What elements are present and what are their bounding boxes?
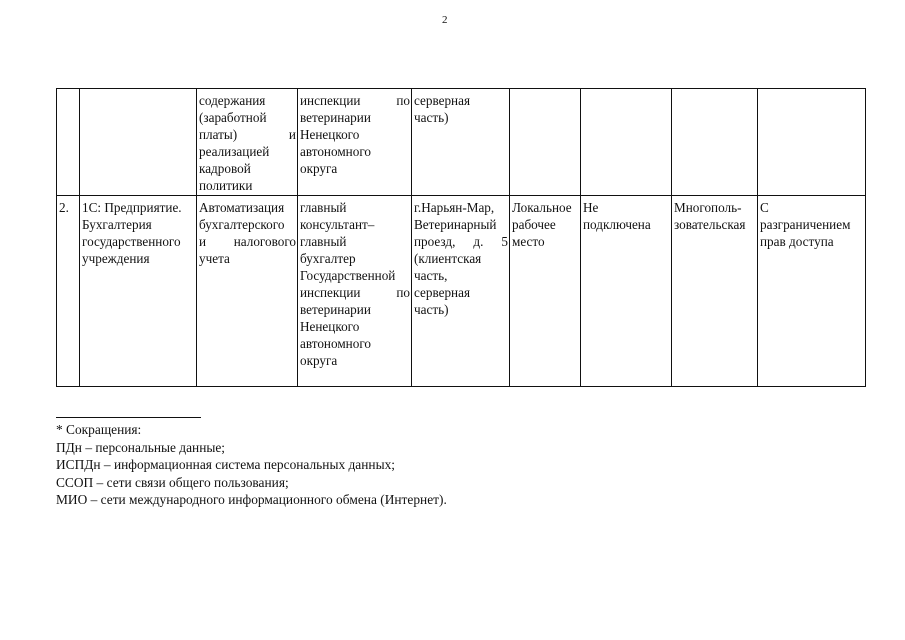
footnote-abbreviation: ПДн – персональные данные; [56, 439, 226, 455]
cell-text-line: реализацией [199, 144, 270, 159]
cell-text-line: Локальное [512, 200, 572, 215]
cell-text-line: инспекции по [300, 285, 410, 300]
cell-text-line: рабочее [512, 217, 556, 232]
footnote-divider [56, 417, 201, 418]
cell-number [57, 196, 80, 387]
cell-text-line: ветеринарии [300, 302, 371, 317]
cell-text-line: Ненецкого [300, 319, 360, 334]
footnote-abbreviation: ССОП – сети связи общего пользования; [56, 474, 289, 490]
cell-text-line: (заработной [199, 110, 267, 125]
cell-text-line: Государственной [300, 268, 396, 283]
table-row [57, 196, 866, 387]
cell-access-rights [758, 196, 866, 387]
cell-text-line: бухгалтер [300, 251, 356, 266]
cell-text-line: содержания [199, 93, 266, 108]
cell-system-name [80, 196, 197, 387]
cell-text-line: округа [300, 161, 338, 176]
cell-network-connection [581, 196, 672, 387]
cell-access-rights [758, 89, 866, 196]
cell-text-line: политики [199, 178, 253, 193]
cell-text-line: проезд, д. 5 [414, 234, 508, 249]
cell-text-line: Не [583, 200, 599, 215]
cell-location [412, 196, 510, 387]
cell-responsible [298, 89, 412, 196]
cell-text-line: Ветеринарный [414, 217, 497, 232]
cell-text-line: часть, [414, 268, 448, 283]
cell-text-line: автономного [300, 336, 372, 351]
table-row [57, 89, 866, 196]
cell-workplace-type [510, 196, 581, 387]
cell-text-line: бухгалтерского [199, 217, 285, 232]
cell-purpose [197, 196, 298, 387]
cell-text-line: ветеринарии [300, 110, 371, 125]
cell-text-line: 2. [59, 200, 69, 215]
cell-text-line: главный [300, 234, 347, 249]
cell-text-line: место [512, 234, 545, 249]
cell-text-line: прав доступа [760, 234, 834, 249]
table-body [57, 89, 866, 387]
cell-text-line: Ненецкого [300, 127, 360, 142]
cell-text-line: (клиентская [414, 251, 482, 266]
cell-access-mode [672, 196, 758, 387]
cell-system-name [80, 89, 197, 196]
cell-text-line: часть) [414, 110, 449, 125]
cell-text-line: платы) и [199, 127, 296, 142]
page-number: 2 [442, 14, 448, 26]
cell-text-line: и налогового [199, 234, 296, 249]
cell-text-line: государственного [82, 234, 181, 249]
systems-table [56, 88, 866, 387]
footnote [56, 421, 447, 509]
cell-access-mode [672, 89, 758, 196]
cell-workplace-type [510, 89, 581, 196]
cell-text-line: консультант– [300, 217, 375, 232]
footnote-abbreviation: МИО – сети международного информационного обмена (Интернет). [56, 492, 447, 507]
cell-text-line: кадровой [199, 161, 251, 176]
cell-network-connection [581, 89, 672, 196]
cell-purpose [197, 89, 298, 196]
cell-text-line: г.Нарьян-Мар, [414, 200, 495, 215]
cell-number [57, 89, 80, 196]
cell-text-line: учета [199, 251, 230, 266]
cell-text-line: Бухгалтерия [82, 217, 152, 232]
cell-text-line: учреждения [82, 251, 150, 266]
cell-text-line: подключена [583, 217, 651, 232]
cell-text-line: разграничением [760, 217, 851, 232]
cell-responsible [298, 196, 412, 387]
cell-text-line: зовательская [674, 217, 746, 232]
cell-text-line: Автоматизация [199, 200, 285, 215]
cell-text-line: С [760, 200, 769, 215]
footnote-abbreviation: ИСПДн – информационная система персональных данных; [56, 457, 395, 472]
cell-text-line: инспекции по [300, 93, 410, 108]
cell-text-line: серверная [414, 285, 471, 300]
footnote-title: * Сокращения: [56, 422, 142, 437]
cell-text-line: серверная [414, 93, 471, 108]
cell-text-line: 1С: Предприятие. [82, 200, 182, 215]
cell-text-line: округа [300, 353, 338, 368]
cell-text-line: главный [300, 200, 347, 215]
cell-location [412, 89, 510, 196]
cell-text-line: автономного [300, 144, 372, 159]
cell-text-line: Многополь- [674, 200, 742, 215]
cell-text-line: часть) [414, 302, 449, 317]
